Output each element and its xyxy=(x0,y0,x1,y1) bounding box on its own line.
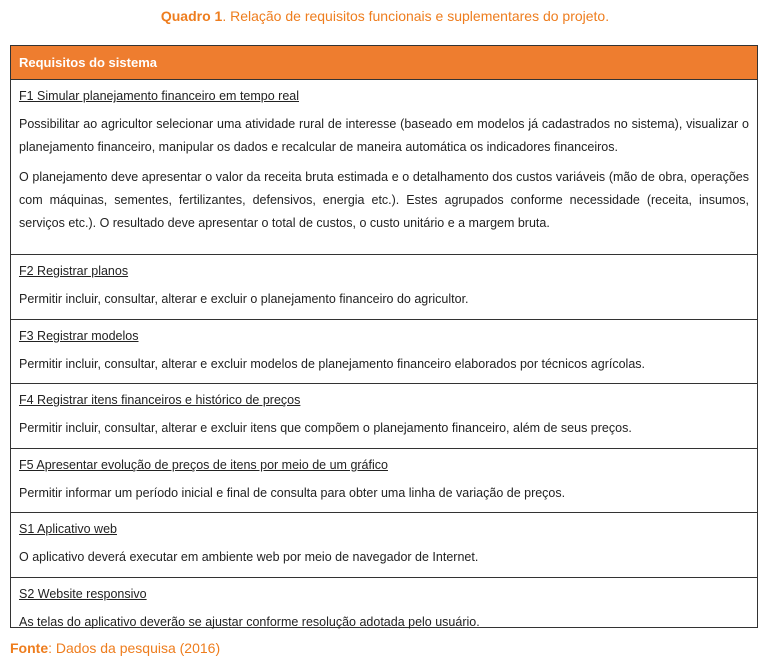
requirement-description: O planejamento deve apresentar o valor da receita bruta estimada e o detalhamento dos custos variáveis (mão de obra, operações com máquinas, sementes, fertilizantes, defensivos, energia etc.). Estes agrupados conforme necessidade (receita, insumos, serviços etc.). O resultado deve apresentar o total de custos, o custo unitário e a margem bruta. xyxy=(19,170,749,230)
requirement-row xyxy=(11,255,757,320)
requirements-table xyxy=(10,45,758,628)
requirement-row xyxy=(11,384,757,449)
requirement-description: Permitir informar um período inicial e final de consulta para obter uma linha de variação de preços. xyxy=(19,486,566,500)
source-label: Fonte xyxy=(10,640,49,656)
requirement-title: F5 Apresentar evolução de preços de itens por meio de um gráfico xyxy=(19,458,388,472)
requirement-title: F2 Registrar planos xyxy=(19,264,129,278)
requirement-description: As telas do aplicativo deverão se ajustar conforme resolução adotada pelo usuário. xyxy=(19,615,480,629)
caption-text: . Relação de requisitos funcionais e suplementares do projeto. xyxy=(222,8,610,24)
requirement-title: F3 Registrar modelos xyxy=(19,329,139,343)
requirement-description: Permitir incluir, consultar, alterar e excluir o planejamento financeiro do agricultor. xyxy=(19,292,469,306)
requirement-description: Possibilitar ao agricultor selecionar uma atividade rural de interesse (baseado em modelos já cadastrados no sistema), visualizar o planejamento financeiro, manipular os dados e recalcular de maneira automática os indicadores financeiros. xyxy=(19,117,749,154)
requirement-description: Permitir incluir, consultar, alterar e excluir modelos de planejamento financeiro elaborados por técnicos agrícolas. xyxy=(19,357,646,371)
source-text: : Dados da pesquisa (2016) xyxy=(48,640,221,656)
requirement-title: S2 Website responsivo xyxy=(19,587,147,601)
requirement-row xyxy=(11,578,757,641)
requirement-description: O aplicativo deverá executar em ambiente web por meio de navegador de Internet. xyxy=(19,550,479,564)
requirement-row xyxy=(11,320,757,384)
requirement-title: S1 Aplicativo web xyxy=(19,522,117,536)
table-caption xyxy=(0,8,770,24)
requirement-description: Permitir incluir, consultar, alterar e excluir itens que compõem o planejamento financeiro, além de seus preços. xyxy=(19,421,632,435)
table-header: Requisitos do sistema xyxy=(11,46,757,80)
requirement-row xyxy=(11,449,757,513)
requirement-row xyxy=(11,513,757,578)
caption-label: Quadro 1 xyxy=(160,8,223,24)
table-source xyxy=(10,640,220,656)
requirement-title: F4 Registrar itens financeiros e histórico de preços xyxy=(19,393,301,407)
requirement-row xyxy=(11,80,757,255)
requirement-title: F1 Simular planejamento financeiro em tempo real xyxy=(19,89,299,103)
